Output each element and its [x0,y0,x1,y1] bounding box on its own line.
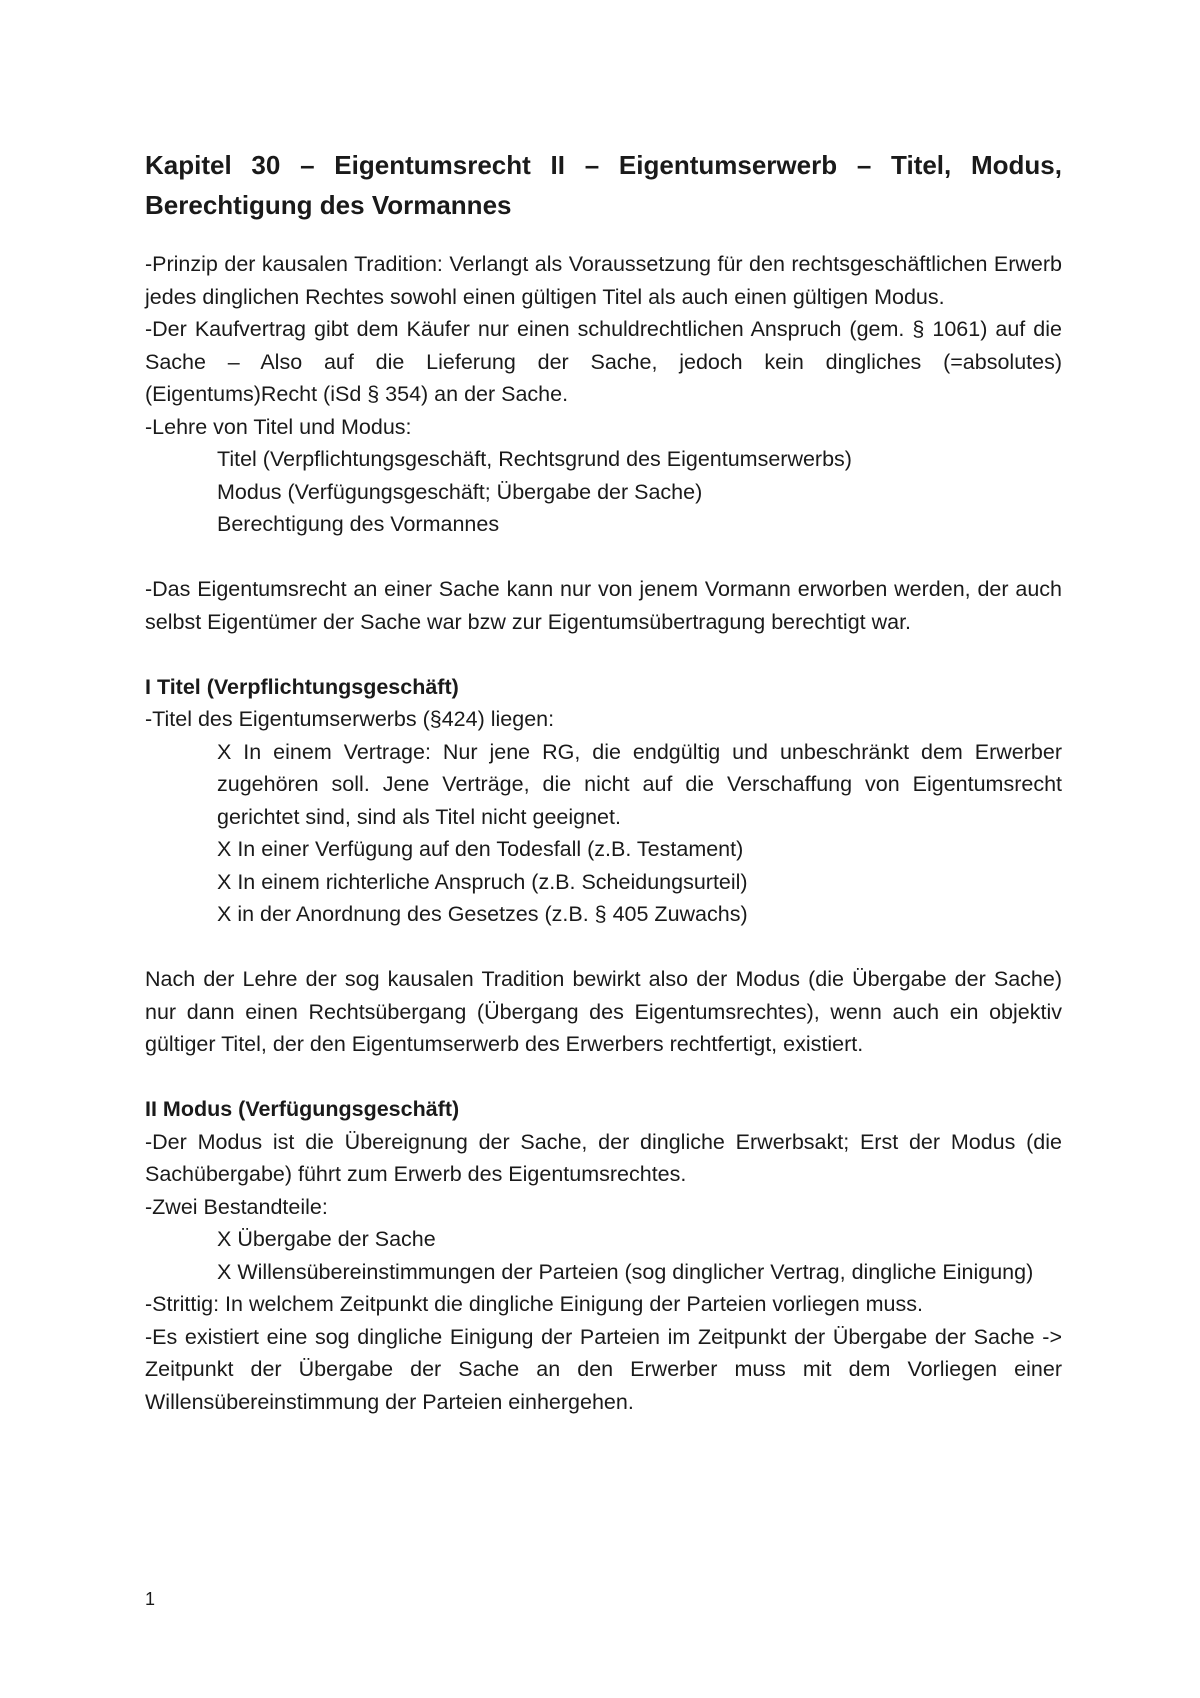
list-item: Modus (Verfügungsgeschäft; Übergabe der Sache) [217,479,703,504]
paragraph-kausale-tradition: -Prinzip der kausalen Tradition: Verlangt als Voraussetzung für den rechtsgeschäftlichen Erwerb jedes dinglichen Rechtes sowohl einen gültigen Titel als auch einen gültigen Modus. [145,252,1062,309]
spacer [145,1061,1062,1094]
list-item: Berechtigung des Vormannes [217,512,500,536]
spacer [145,541,1062,574]
paragraph-strittig: -Strittig: In welchem Zeitpunkt die dingliche Einigung der Parteien vorliegen muss. [145,1292,923,1316]
paragraph-einigung: -Es existiert eine sog dingliche Einigung der Parteien im Zeitpunkt der Übergabe der Sache -> Zeitpunkt der Übergabe der Sache an den Erwerber muss mit dem Vorliegen einer Willensübereinstimmung der Parteien einhergehen. [145,1324,1062,1414]
list-item: X In einem richterliche Anspruch (z.B. Scheidungsurteil) [217,869,748,894]
spacer [145,638,1062,671]
section-heading-modus: II Modus (Verfügungsgeschäft) [145,1097,460,1121]
paragraph-titel-intro: -Titel des Eigentumserwerbs (§424) liegen: [145,707,555,731]
paragraph-kaufvertrag: -Der Kaufvertrag gibt dem Käufer nur einen schuldrechtlichen Anspruch (gem. § 1061) auf die Sache – Also auf die Lieferung der Sache, jedoch kein dingliches (=absolutes) (Eigentums)Recht (iSd § 354) an der Sache. [145,317,1062,406]
paragraph-lehre-intro: -Lehre von Titel und Modus: [145,414,412,439]
list-item: X Übergabe der Sache [217,1227,436,1251]
page-content [145,145,1062,1418]
paragraph-titel-summary: Nach der Lehre der sog kausalen Tradition bewirkt also der Modus (die Übergabe der Sache) nur dann einen Rechtsübergang (Übergang des Eigentumsrechtes), wenn auch ein objektiv gültiger Titel, der den Eigentumserwerb des Erwerbers rechtfertigt, existiert. [145,967,1062,1056]
paragraph-bestandteile: -Zwei Bestandteile: [145,1194,328,1219]
list-item: X Willensübereinstimmungen der Parteien (sog dinglicher Vertrag, dingliche Einigung) [217,1259,1034,1284]
list-item: X In einem Vertrage: Nur jene RG, die endgültig und unbeschränkt dem Erwerber zugehören soll. Jene Verträge, die nicht auf die Verschaffung von Eigentumsrecht gerichtet sind, sind als Titel nicht geeignet. [217,739,1062,829]
list-item: X In einer Verfügung auf den Todesfall (z.B. Testament) [217,837,744,861]
page-number: 1 [145,1589,156,1609]
paragraph-vormann: -Das Eigentumsrecht an einer Sache kann nur von jenem Vormann erworben werden, der auch selbst Eigentümer der Sache war bzw zur Eigentumsübertragung berechtigt war. [145,577,1062,634]
spacer [145,931,1062,964]
chapter-title: Kapitel 30 – Eigentumsrecht II – Eigentumserwerb – Titel, Modus, Berechtigung des Vormannes [145,150,1062,220]
paragraph-modus-definition: -Der Modus ist die Übereignung der Sache, der dingliche Erwerbsakt; Erst der Modus (die Sachübergabe) führt zum Erwerb des Eigentumsrechtes. [145,1129,1062,1186]
section-heading-titel: I Titel (Verpflichtungsgeschäft) [145,674,459,699]
list-item: X in der Anordnung des Gesetzes (z.B. § 405 Zuwachs) [217,902,748,926]
list-item: Titel (Verpflichtungsgeschäft, Rechtsgrund des Eigentumserwerbs) [217,447,852,471]
